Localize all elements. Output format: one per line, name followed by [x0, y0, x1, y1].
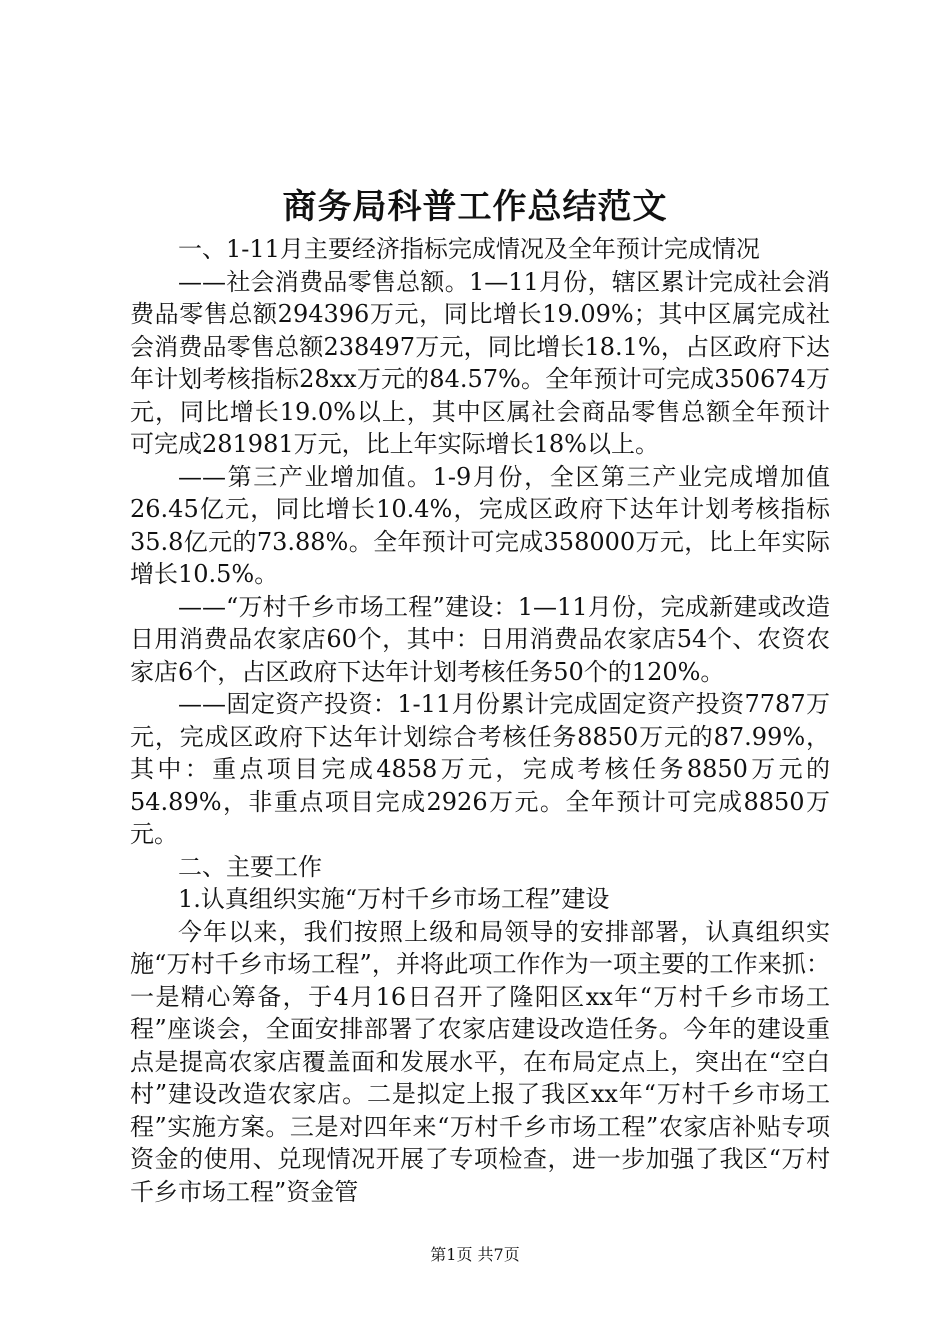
- paragraph-fixed-assets: ——固定资产投资：1-11月份累计完成固定资产投资7787万元，完成区政府下达年计划综合考核任务8850万元的87.99%，其中：重点项目完成4858万元，完成考核任务8850万元的54.89%，非重点项目完成2926万元。全年预计可完成8850万元。: [130, 690, 830, 848]
- section-heading: 一、1-11月主要经济指标完成情况及全年预计完成情况: [178, 235, 760, 263]
- paragraph-main-work: 今年以来，我们按照上级和局领导的安排部署，认真组织实施“万村千乡市场工程”，并将此项工作作为一项主要的工作来抓：一是精心筹备，于4月16日召开了隆阳区xx年“万村千乡市场工程”座谈会，全面安排部署了农家店建设改造任务。今年的建设重点是提高农家店覆盖面和发展水平，在布局定点上，突出在“空白村”建设改造农家店。二是拟定上报了我区xx年“万村千乡市场工程”实施方案。三是对四年来“万村千乡市场工程”农家店补贴专项资金的使用、兑现情况开展了专项检查，进一步加强了我区“万村千乡市场工程”资金管: [130, 917, 830, 1206]
- page-number-footer: 第1页 共7页: [430, 1245, 520, 1264]
- paragraph-tertiary-industry: ——第三产业增加值。1-9月份，全区第三产业完成增加值26.45亿元，同比增长10.4%，完成区政府下达年计划考核指标35.8亿元的73.88%。全年预计可完成358000万元，比上年实际增长10.5%。: [130, 462, 830, 588]
- section-heading: 二、主要工作: [178, 852, 322, 881]
- paragraph-village-market: ——“万村千乡市场工程”建设：1—11月份，完成新建或改造日用消费品农家店60个，其中：日用消费品农家店54个、农资农家店6个，占区政府下达年计划考核任务50个的120%。: [130, 592, 830, 686]
- document-title: 商务局科普工作总结范文: [282, 187, 668, 227]
- paragraph-retail-sales: ——社会消费品零售总额。1—11月份，辖区累计完成社会消费品零售总额294396万元，同比增长19.09%；其中区属完成社会消费品零售总额238497万元，同比增长18.1%，占区政府下达年计划考核指标28xx万元的84.57%。全年预计可完成350674万元，同比增长19.0%以上，其中区属社会商品零售总额全年预计可完成281981万元，比上年实际增长18%以上。: [130, 267, 830, 458]
- document-body: [130, 233, 830, 1208]
- subsection-heading: 1.认真组织实施“万村千乡市场工程”建设: [178, 885, 610, 913]
